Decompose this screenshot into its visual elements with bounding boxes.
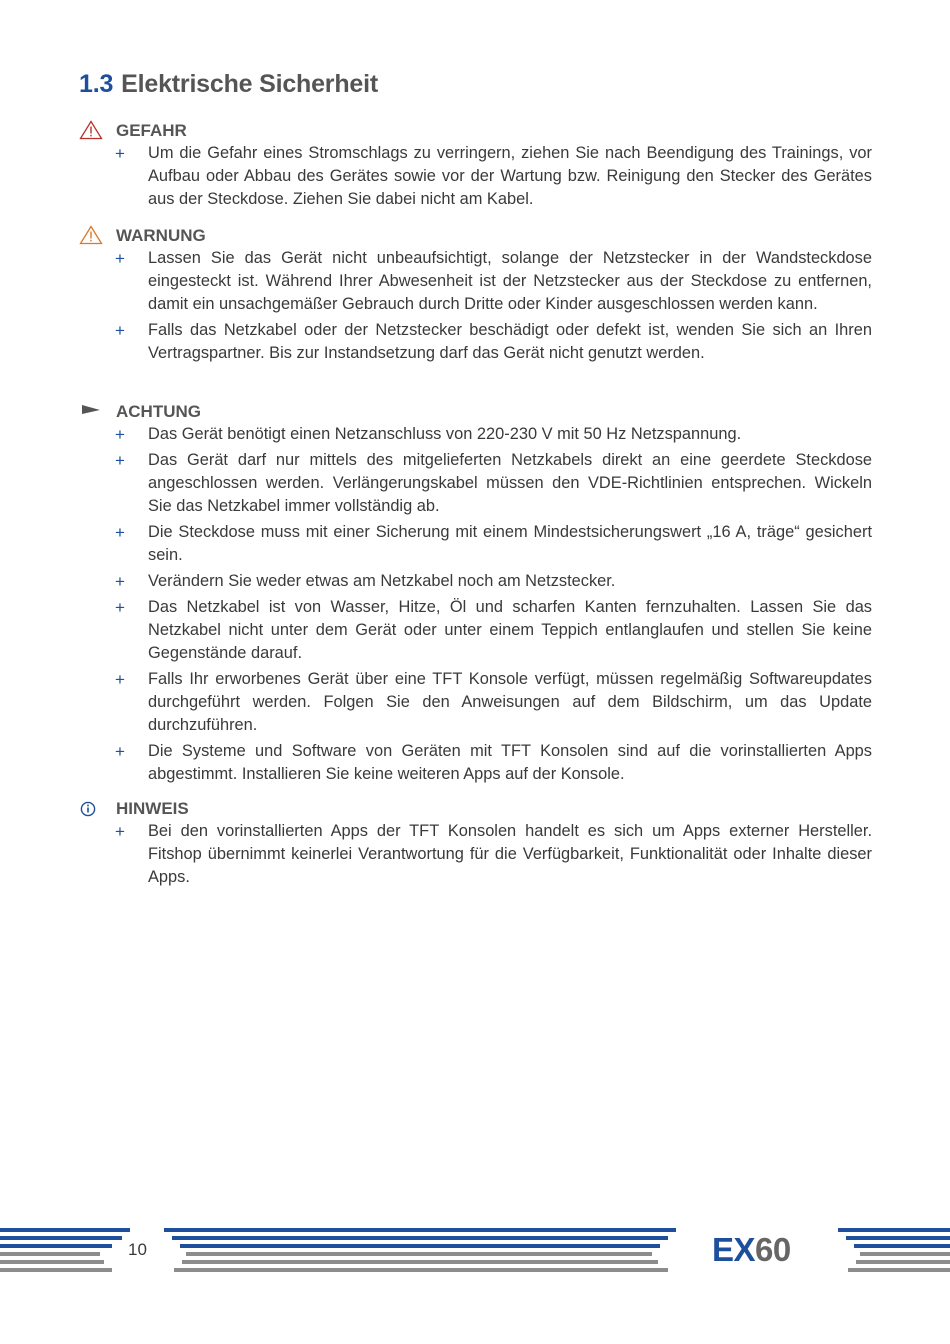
item-text: Die Systeme und Software von Geräten mit TFT Konsolen sind auf die vorinstallierten Apps abgestimmt. Installieren Sie keine weiteren Apps auf der Konsole. [148,742,872,783]
section-header [79,224,872,247]
list-item [79,142,872,211]
section-header [79,400,872,423]
plus-bullet-icon: + [115,321,125,340]
plus-bullet-icon: + [115,572,125,591]
list-item [79,740,872,786]
info-circle-icon [79,798,103,818]
item-text: Falls das Netzkabel oder der Netzstecker beschädigt oder defekt ist, wenden Sie sich an Ihren Vertragspartner. Bis zur Instandsetzung darf das Gerät nicht genutzt werden. [148,321,872,362]
list-item [79,423,872,446]
plus-bullet-icon: + [115,523,125,542]
page-number: 10 [128,1240,147,1259]
list-item [79,521,872,567]
item-text: Das Netzkabel ist von Wasser, Hitze, Öl und scharfen Kanten fernzuhalten. Lassen Sie das Netzkabel nicht unter dem Gerät oder unter einem Teppich entlanglaufen und stellen Sie keine Gegenstände darauf. [148,598,872,662]
list-item [79,668,872,737]
list-item [79,596,872,665]
section-number: 1.3 [79,70,114,98]
section-label: ACHTUNG [116,402,201,421]
item-text: Das Gerät darf nur mittels des mitgelieferten Netzkabels direkt an eine geerdete Steckdose angeschlossen werden. Verlängerungskabel müssen den VDE-Richtlinien entsprechen. Wickeln Sie das Netzkabel immer vollständig ab. [148,451,872,515]
logo-part-60: 60 [755,1231,791,1268]
footer-stripe-right [838,1228,950,1272]
plus-bullet-icon: + [115,822,125,841]
flag-pointer-icon [79,401,103,421]
section-gefahr [79,119,872,214]
section-hinweis [79,797,872,892]
section-label: HINWEIS [116,799,189,818]
item-text: Um die Gefahr eines Stromschlags zu verringern, ziehen Sie nach Beendigung des Trainings, vor Aufbau oder Abbau des Gerätes sowie vor der Wartung bzw. Reinigung den Stecker des Gerätes aus der Steckdose. Ziehen Sie dabei nicht am Kabel. [148,144,872,208]
footer-stripe-left [0,1228,130,1272]
list-item [79,570,872,593]
item-text: Das Gerät benötigt einen Netzanschluss von 220-230 V mit 50 Hz Netzspannung. [148,425,742,443]
warning-triangle-icon [79,225,103,245]
item-text: Bei den vorinstallierten Apps der TFT Konsolen handelt es sich um Apps externer Hersteller. Fitshop übernimmt keinerlei Verantwortung für die Verfügbarkeit, Funktionalität oder Inhalte dieser Apps. [148,822,872,886]
list-item [79,319,872,365]
item-text: Falls Ihr erworbenes Gerät über eine TFT Konsole verfügt, müssen regelmäßig Softwareupdates durchgeführt werden. Folgen Sie den Anweisungen auf dem Bildschirm, um das Update durchzuführen. [148,670,872,734]
warning-triangle-icon [79,120,103,140]
list-item [79,247,872,316]
plus-bullet-icon: + [115,249,125,268]
section-achtung [79,400,872,789]
plus-bullet-icon: + [115,425,125,444]
plus-bullet-icon: + [115,742,125,761]
section-warnung [79,224,872,368]
product-logo [712,1231,791,1269]
section-header [79,797,872,820]
item-text: Lassen Sie das Gerät nicht unbeaufsichtigt, solange der Netzstecker in der Wandsteckdose eingesteckt ist. Während Ihrer Abwesenheit ist der Netzstecker aus der Steckdose zu entfernen, damit ein unsachgemäßer Gebrauch durch Dritte oder Kinder ausgeschlossen werden kann. [148,249,872,313]
section-label: WARNUNG [116,226,206,245]
plus-bullet-icon: + [115,670,125,689]
page-title [79,70,378,99]
section-header [79,119,872,142]
plus-bullet-icon: + [115,144,125,163]
plus-bullet-icon: + [115,451,125,470]
section-label: GEFAHR [116,121,187,140]
item-text: Verändern Sie weder etwas am Netzkabel noch am Netzstecker. [148,572,616,590]
plus-bullet-icon: + [115,598,125,617]
footer-stripe-middle [164,1228,676,1272]
list-item [79,820,872,889]
logo-part-ex: EX [712,1231,756,1268]
list-item [79,449,872,518]
section-title: Elektrische Sicherheit [121,70,378,98]
item-text: Die Steckdose muss mit einer Sicherung mit einem Mindestsicherungswert „16 A, träge“ gesichert sein. [148,523,872,564]
